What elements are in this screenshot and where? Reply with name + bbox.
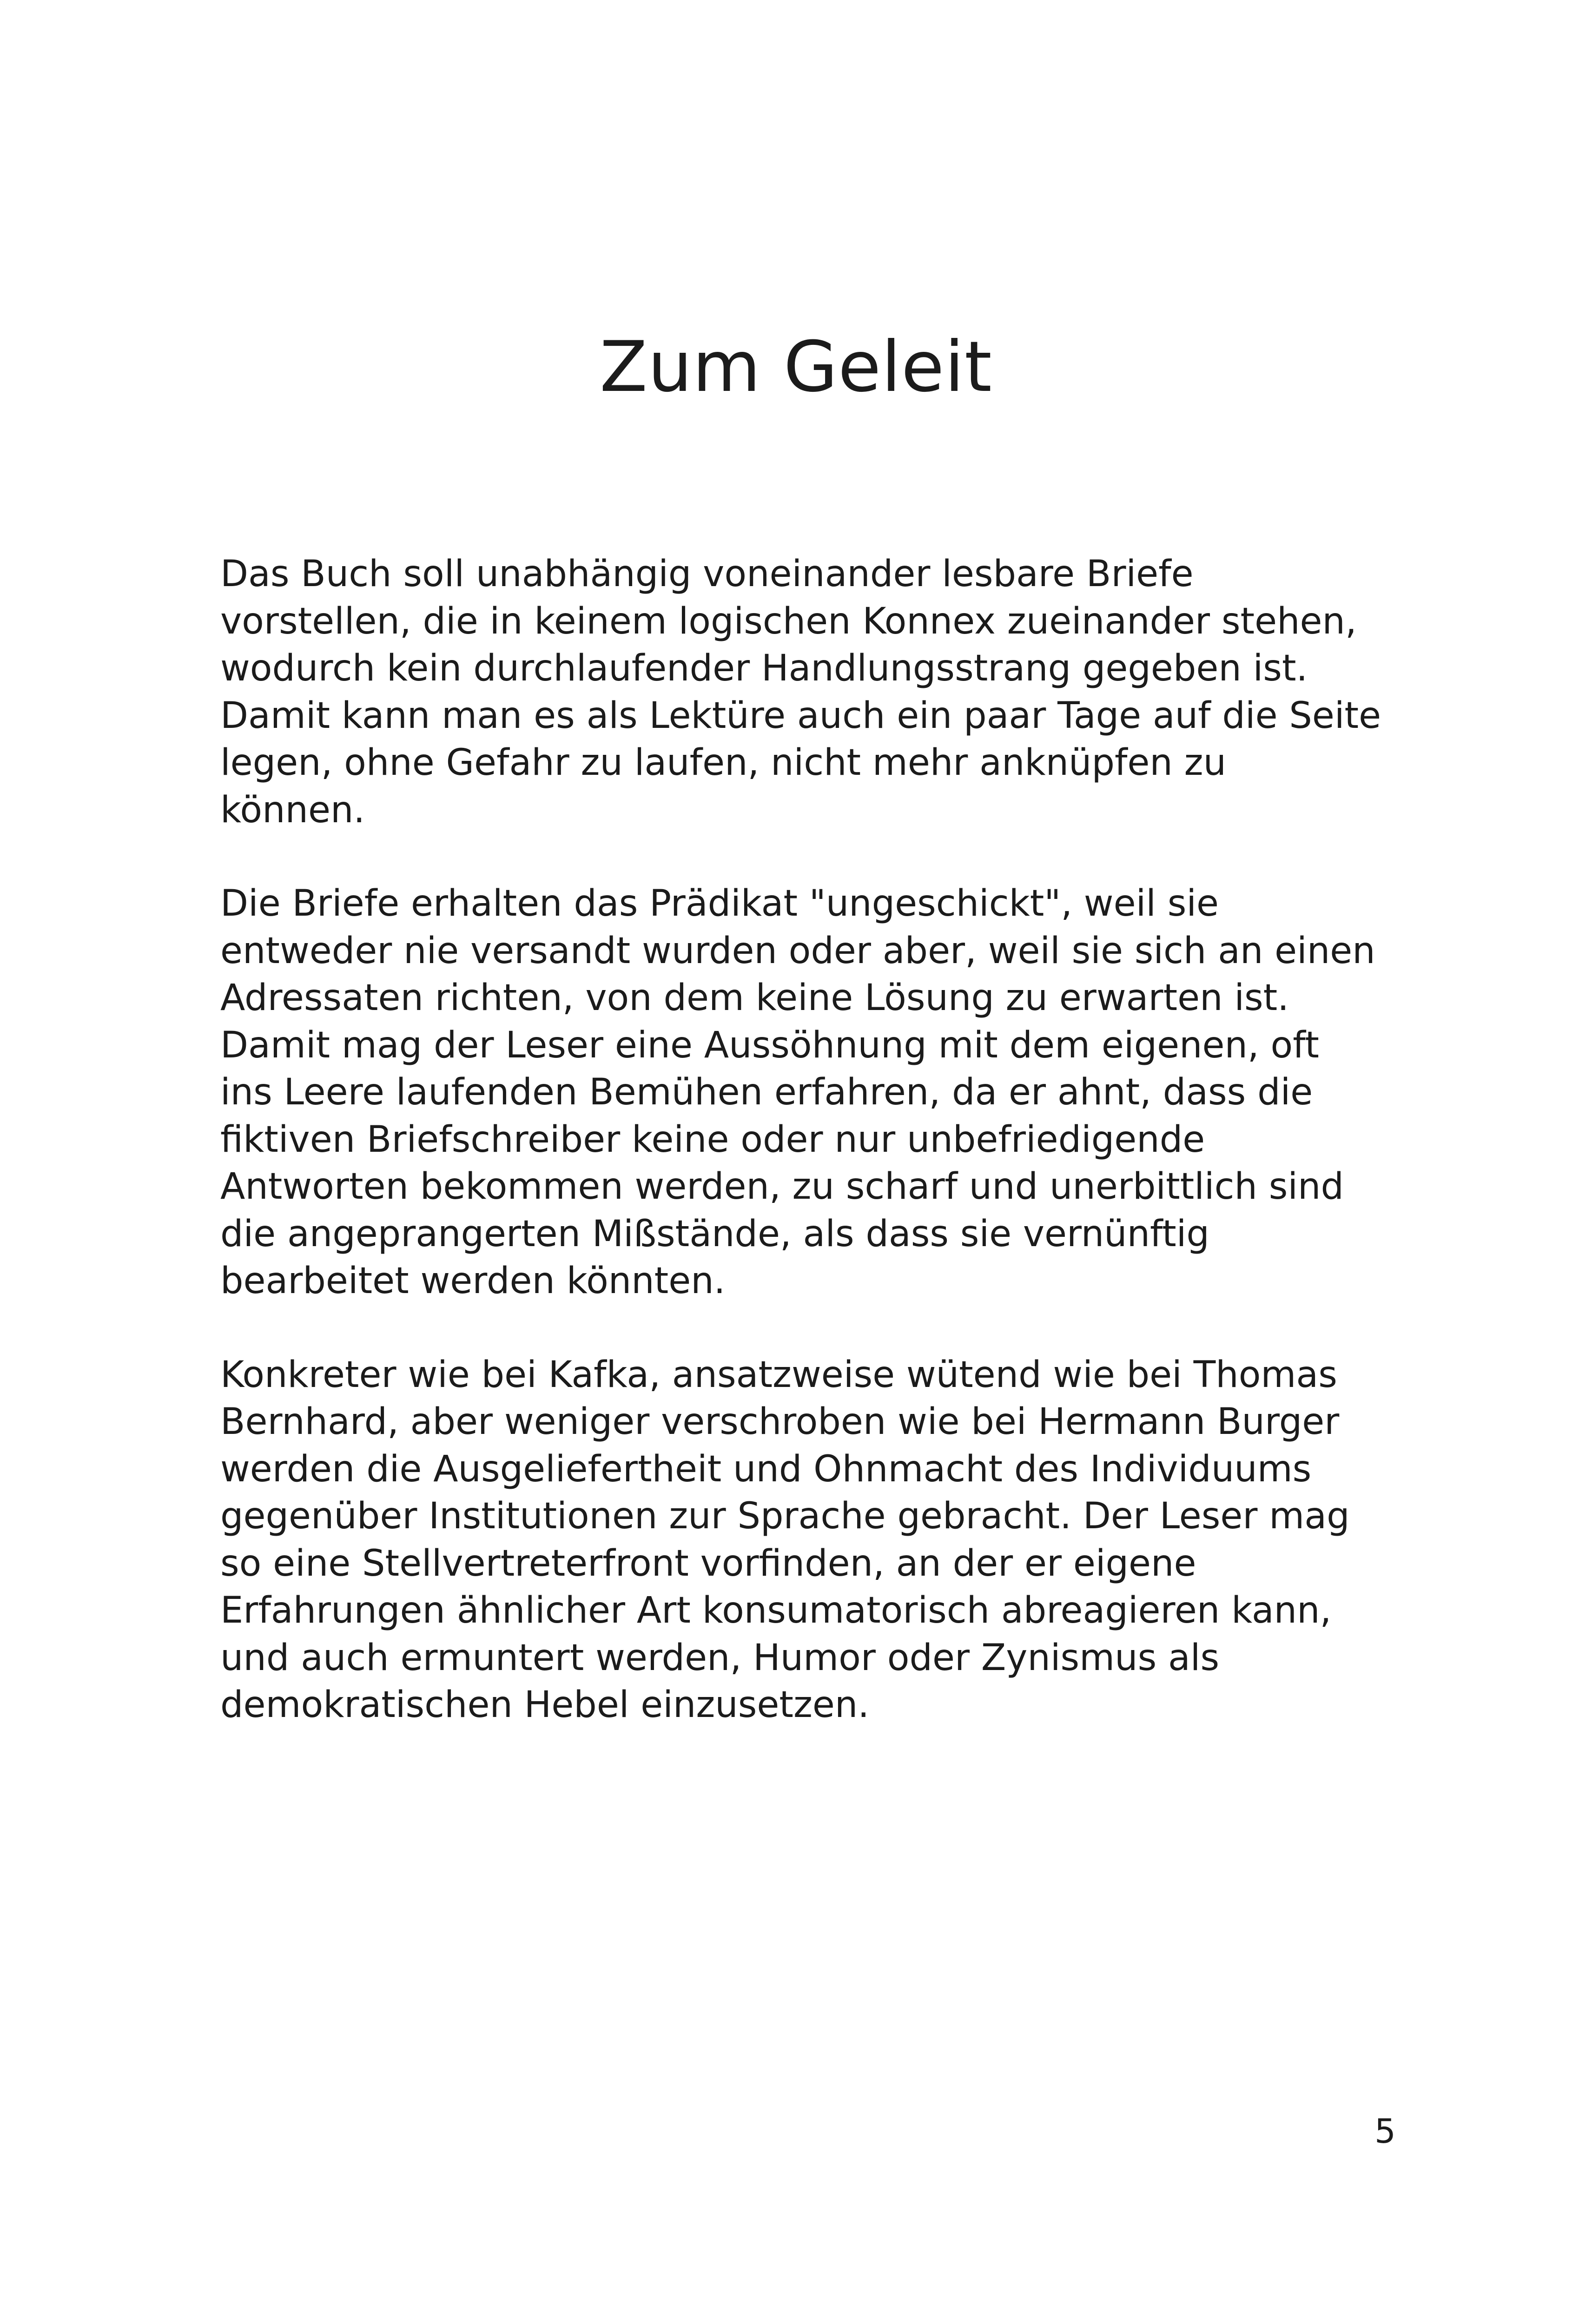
text-line: ins Leere laufenden Bemühen erfahren, da er ahnt, dass die [220,1071,1313,1113]
text-line: demokratischen Hebel einzusetzen. [220,1684,870,1726]
paragraph-1 [220,551,1410,834]
text-line: Bernhard, aber weniger verschroben wie bei Hermann Burger [220,1401,1340,1443]
text-line: bearbeitet werden könnten. [220,1260,726,1302]
text-line: wodurch kein durchlaufender Handlungsstrang gegeben ist. [220,647,1308,689]
paragraph-2 [220,880,1410,1305]
page-title: Zum Geleit [600,327,992,408]
text-line: Damit mag der Leser eine Aussöhnung mit dem eigenen, oft [220,1024,1319,1066]
text-line: und auch ermuntert werden, Humor oder Zynismus als [220,1637,1220,1679]
text-line: gegenüber Institutionen zur Sprache gebracht. Der Leser mag [220,1495,1350,1537]
text-line: Die Briefe erhalten das Prädikat "ungeschickt", weil sie [220,883,1219,924]
text-line: die angeprangerten Mißstände, als dass sie vernünftig [220,1213,1209,1255]
text-line: Konkreter wie bei Kafka, ansatzweise wütend wie bei Thomas [220,1353,1337,1396]
text-line: fiktiven Briefschreiber keine oder nur unbefriedigende [220,1118,1205,1161]
text-line: Adressaten richten, von dem keine Lösung zu erwarten ist. [220,977,1289,1019]
text-line: Damit kann man es als Lektüre auch ein paar Tage auf die Seite [220,694,1381,737]
text-line: Das Buch soll unabhängig voneinander lesbare Briefe [220,553,1194,595]
text-line: Erfahrungen ähnlicher Art konsumatorisch abreagieren kann, [220,1590,1332,1631]
text-line: Antworten bekommen werden, zu scharf und unerbittlich sind [220,1166,1344,1208]
text-line: vorstellen, die in keinem logischen Konnex zueinander stehen, [220,600,1357,642]
text-line: entweder nie versandt wurden oder aber, weil sie sich an einen [220,930,1375,972]
page-number: 5 [1374,2112,1396,2151]
text-line: legen, ohne Gefahr zu laufen, nicht mehr anknüpfen zu [220,742,1227,784]
text-line: so eine Stellvertreterfront vorfinden, an der er eigene [220,1542,1196,1585]
text-line: können. [220,789,365,831]
paragraph-3 [220,1352,1410,1729]
body-text [220,551,1410,1776]
text-line: werden die Ausgeliefertheit und Ohnmacht des Individuums [220,1448,1312,1490]
